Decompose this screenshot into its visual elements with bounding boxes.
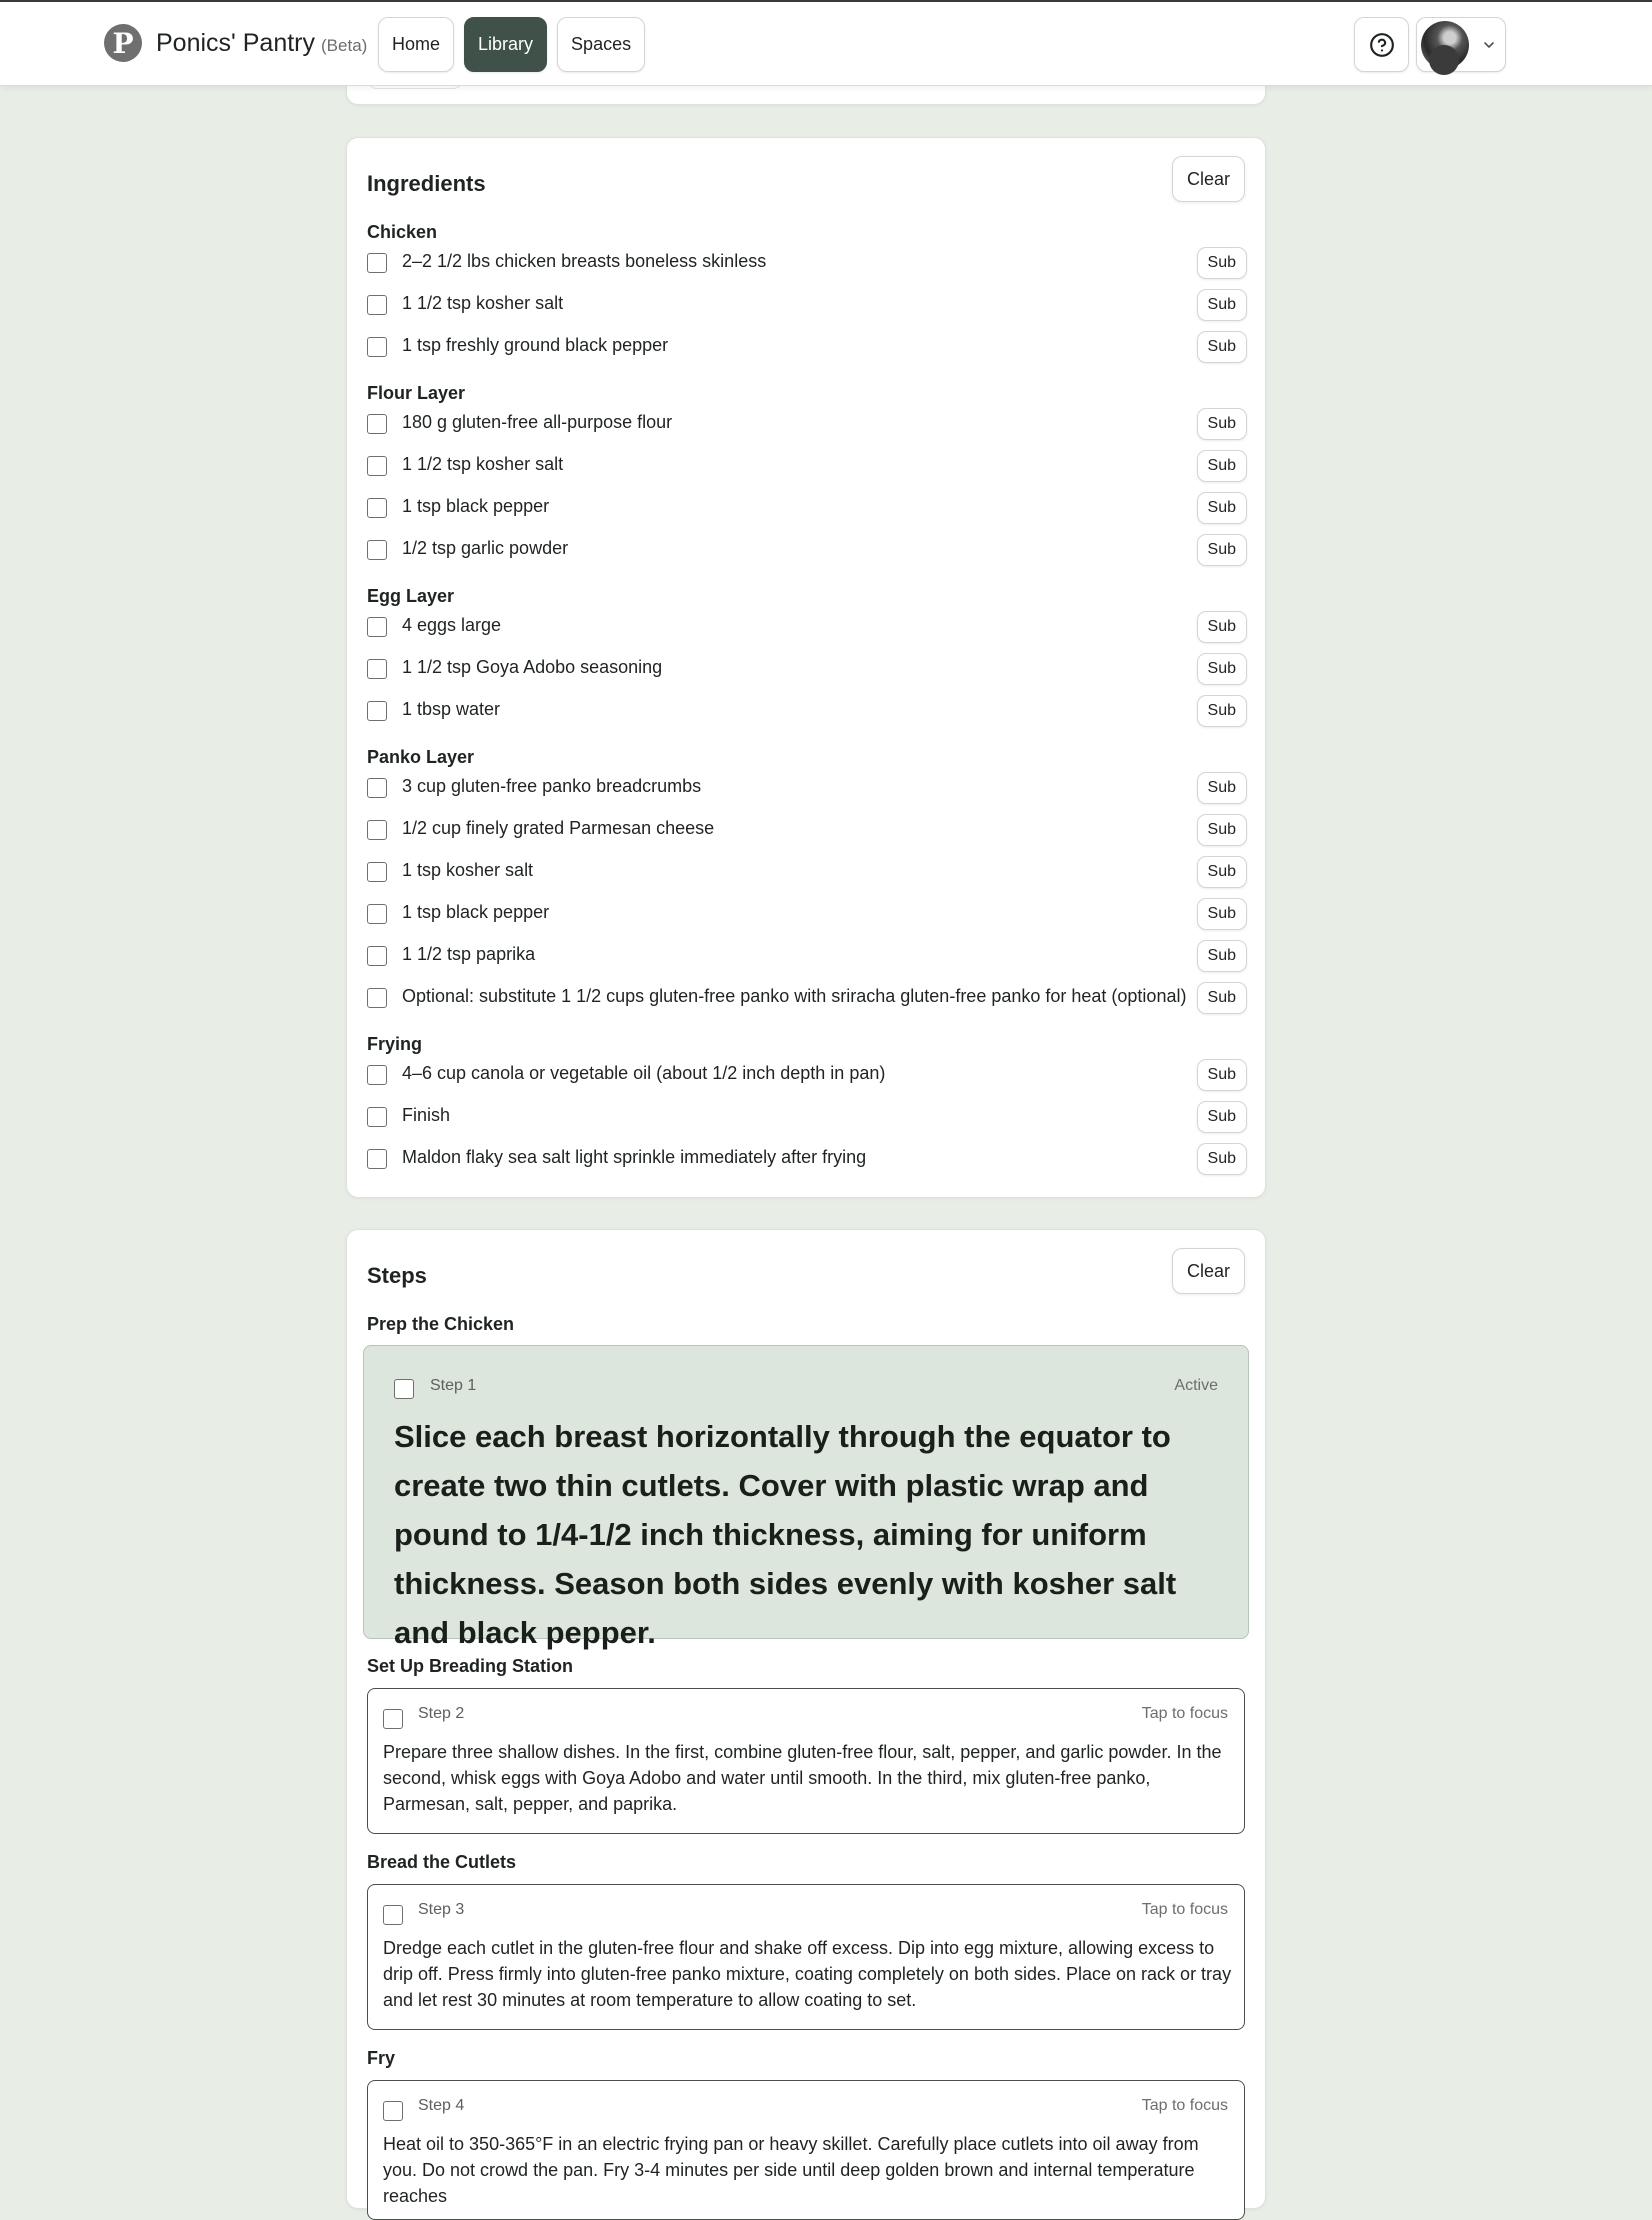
ingredient-row: [367, 289, 1247, 319]
step-card[interactable]: [367, 1884, 1245, 2030]
step-status: Active: [1174, 1377, 1218, 1394]
substitute-button[interactable]: Sub: [1197, 450, 1247, 482]
ingredient-text: 1 1/2 tsp Goya Adobo seasoning: [402, 657, 663, 677]
main-nav: [378, 17, 645, 72]
substitute-button[interactable]: Sub: [1197, 856, 1247, 888]
step-card[interactable]: [367, 1688, 1245, 1834]
ingredient-text: 1 1/2 tsp kosher salt: [402, 454, 564, 474]
ingredient-checkbox[interactable]: [367, 904, 387, 924]
substitute-button[interactable]: Sub: [1197, 695, 1247, 727]
substitute-button[interactable]: Sub: [1197, 331, 1247, 363]
substitute-button[interactable]: Sub: [1197, 982, 1247, 1014]
ingredient-text: 1 1/2 tsp kosher salt: [402, 293, 564, 313]
ingredient-text: Maldon flaky sea salt light sprinkle immediately after frying: [402, 1147, 867, 1167]
ingredient-row: [367, 814, 1247, 844]
ingredient-row: [367, 695, 1247, 725]
active-step-card[interactable]: [363, 1345, 1249, 1650]
substitute-button[interactable]: Sub: [1197, 492, 1247, 524]
nav-home-button[interactable]: Home: [378, 17, 454, 72]
ingredient-checkbox[interactable]: [367, 617, 387, 637]
ingredient-checkbox[interactable]: [367, 498, 387, 518]
ingredient-row: [367, 1059, 1247, 1089]
ingredient-text: 180 g gluten-free all-purpose flour: [402, 412, 673, 432]
ingredient-row: [367, 247, 1247, 277]
step-label: Step 3: [418, 1901, 465, 1918]
substitute-button[interactable]: Sub: [1197, 1059, 1247, 1091]
ingredient-checkbox[interactable]: [367, 988, 387, 1008]
substitute-button[interactable]: Sub: [1197, 772, 1247, 804]
ingredient-text: 1 tbsp water: [402, 699, 501, 719]
step-section-title: Prep the Chicken: [367, 1314, 515, 1334]
ingredient-checkbox[interactable]: [367, 456, 387, 476]
steps-clear-button[interactable]: Clear: [1172, 1248, 1245, 1294]
ingredient-text: 1 tsp black pepper: [402, 902, 550, 922]
ingredient-row: [367, 450, 1247, 480]
ingredient-row: [367, 1101, 1247, 1131]
ingredient-checkbox[interactable]: [367, 1107, 387, 1127]
substitute-button[interactable]: Sub: [1197, 653, 1247, 685]
step-text: Prepare three shallow dishes. In the first, combine gluten-free flour, salt, pepper, and garlic powder. In the second, whisk eggs with Goya Adobo and water until smooth. In the third, mix gluten-free panko, Parmesan, salt, pepper, and paprika.: [383, 1742, 1222, 1814]
substitute-button[interactable]: Sub: [1197, 814, 1247, 846]
ingredient-checkbox[interactable]: [367, 659, 387, 679]
brand-logo: P: [104, 24, 142, 62]
ingredient-text: 2–2 1/2 lbs chicken breasts boneless skinless: [402, 251, 767, 271]
step-label: Step 4: [418, 2097, 465, 2114]
step-section-title: Set Up Breading Station: [367, 1656, 574, 1676]
brand[interactable]: [104, 24, 367, 62]
ingredient-group-title: Frying: [367, 1034, 423, 1054]
step-checkbox[interactable]: [383, 2101, 403, 2121]
ingredient-text: Optional: substitute 1 1/2 cups gluten-free panko with sriracha gluten-free panko for heat (optional): [402, 986, 1187, 1006]
substitute-button[interactable]: Sub: [1197, 898, 1247, 930]
step-section-title: Fry: [367, 2048, 396, 2068]
ingredient-row: [367, 772, 1247, 802]
step-text: Dredge each cutlet in the gluten-free flour and shake off excess. Dip into egg mixture, allowing excess to drip off. Press firmly into gluten-free panko mixture, coating completely on both sides. Place on rack or tray and let rest 30 minutes at room temperature to allow coating to set.: [383, 1938, 1232, 2010]
ingredient-checkbox[interactable]: [367, 1149, 387, 1169]
ingredients-clear-button[interactable]: Clear: [1172, 156, 1245, 202]
step-section-title: Bread the Cutlets: [367, 1852, 517, 1872]
avatar: [1421, 21, 1469, 69]
step-label: Step 1: [430, 1377, 477, 1394]
help-button[interactable]: [1354, 17, 1409, 72]
steps-card: [346, 1229, 1266, 2209]
step-label: Step 2: [418, 1705, 465, 1722]
ingredient-group-title: Panko Layer: [367, 747, 475, 767]
substitute-button[interactable]: Sub: [1197, 408, 1247, 440]
substitute-button[interactable]: Sub: [1197, 1143, 1247, 1175]
ingredient-checkbox[interactable]: [367, 778, 387, 798]
substitute-button[interactable]: Sub: [1197, 611, 1247, 643]
substitute-button[interactable]: Sub: [1197, 289, 1247, 321]
account-menu-button[interactable]: [1416, 17, 1506, 72]
ingredient-checkbox[interactable]: [367, 701, 387, 721]
ingredient-text: 1/2 cup finely grated Parmesan cheese: [402, 818, 715, 838]
ingredients-title: Ingredients: [367, 171, 486, 196]
ingredient-text: 1/2 tsp garlic powder: [402, 538, 569, 558]
ingredient-row: [367, 331, 1247, 361]
ingredient-row: [367, 534, 1247, 564]
ingredient-checkbox[interactable]: [367, 295, 387, 315]
ingredient-row: [367, 856, 1247, 886]
ingredient-checkbox[interactable]: [367, 862, 387, 882]
chevron-down-icon: [1481, 37, 1497, 53]
ingredient-row: [367, 492, 1247, 522]
ingredient-text: Finish: [402, 1105, 451, 1125]
ingredient-group-title: Flour Layer: [367, 383, 466, 403]
step-card[interactable]: [367, 2080, 1245, 2220]
ingredient-row: [367, 898, 1247, 928]
ingredients-card: [346, 137, 1266, 1198]
ingredient-row: [367, 653, 1247, 683]
ingredient-checkbox[interactable]: [367, 540, 387, 560]
ingredient-row: [367, 408, 1247, 438]
top-navigation-bar: [0, 0, 1652, 86]
step-text: Heat oil to 350-365°F in an electric frying pan or heavy skillet. Carefully place cutlets into oil away from you. Do not crowd the pan. Fry 3-4 minutes per side until deep golden brown and internal temperature reaches: [383, 2134, 1199, 2206]
ingredient-checkbox[interactable]: [367, 946, 387, 966]
brand-beta-tag: (Beta): [321, 36, 368, 55]
ingredient-checkbox[interactable]: [367, 337, 387, 357]
ingredient-checkbox[interactable]: [367, 414, 387, 434]
substitute-button[interactable]: Sub: [1197, 1101, 1247, 1133]
brand-name: Ponics' Pantry: [156, 28, 316, 57]
substitute-button[interactable]: Sub: [1197, 940, 1247, 972]
ingredient-text: 1 tsp kosher salt: [402, 860, 534, 880]
ingredient-text: 4–6 cup canola or vegetable oil (about 1/2 inch depth in pan): [402, 1063, 886, 1083]
substitute-button[interactable]: Sub: [1197, 247, 1247, 279]
step-status: Tap to focus: [1141, 1901, 1228, 1918]
step-status: Tap to focus: [1141, 2097, 1228, 2114]
step-checkbox[interactable]: [383, 1709, 403, 1729]
substitute-button[interactable]: Sub: [1197, 534, 1247, 566]
ingredient-text: 3 cup gluten-free panko breadcrumbs: [402, 776, 702, 796]
ingredient-row: [367, 1143, 1247, 1173]
ingredient-text: 1 1/2 tsp paprika: [402, 944, 536, 964]
nav-spaces-button[interactable]: Spaces: [557, 17, 645, 72]
ingredient-text: 4 eggs large: [402, 615, 502, 635]
question-circle-icon: [1369, 32, 1395, 58]
ingredient-checkbox[interactable]: [367, 1065, 387, 1085]
ingredient-row: [367, 940, 1247, 970]
nav-library-button[interactable]: Library: [464, 17, 547, 72]
step-text: Slice each breast horizontally through the equator to create two thin cutlets. Cover with plastic wrap and pound to 1/4-1/2 inch thickness, aiming for uniform thickness. Season both sides evenly with kosher salt and black pepper.: [394, 1419, 1177, 1650]
steps-title: Steps: [367, 1263, 427, 1288]
ingredient-text: 1 tsp black pepper: [402, 496, 550, 516]
ingredient-row: [367, 611, 1247, 641]
ingredient-group-title: Chicken: [367, 222, 438, 242]
ingredient-row: [367, 982, 1247, 1012]
ingredient-checkbox[interactable]: [367, 253, 387, 273]
step-checkbox[interactable]: [394, 1379, 414, 1399]
ingredient-group-title: Egg Layer: [367, 586, 455, 606]
step-checkbox[interactable]: [383, 1905, 403, 1925]
ingredient-text: 1 tsp freshly ground black pepper: [402, 335, 669, 355]
step-status: Tap to focus: [1141, 1705, 1228, 1722]
ingredient-checkbox[interactable]: [367, 820, 387, 840]
